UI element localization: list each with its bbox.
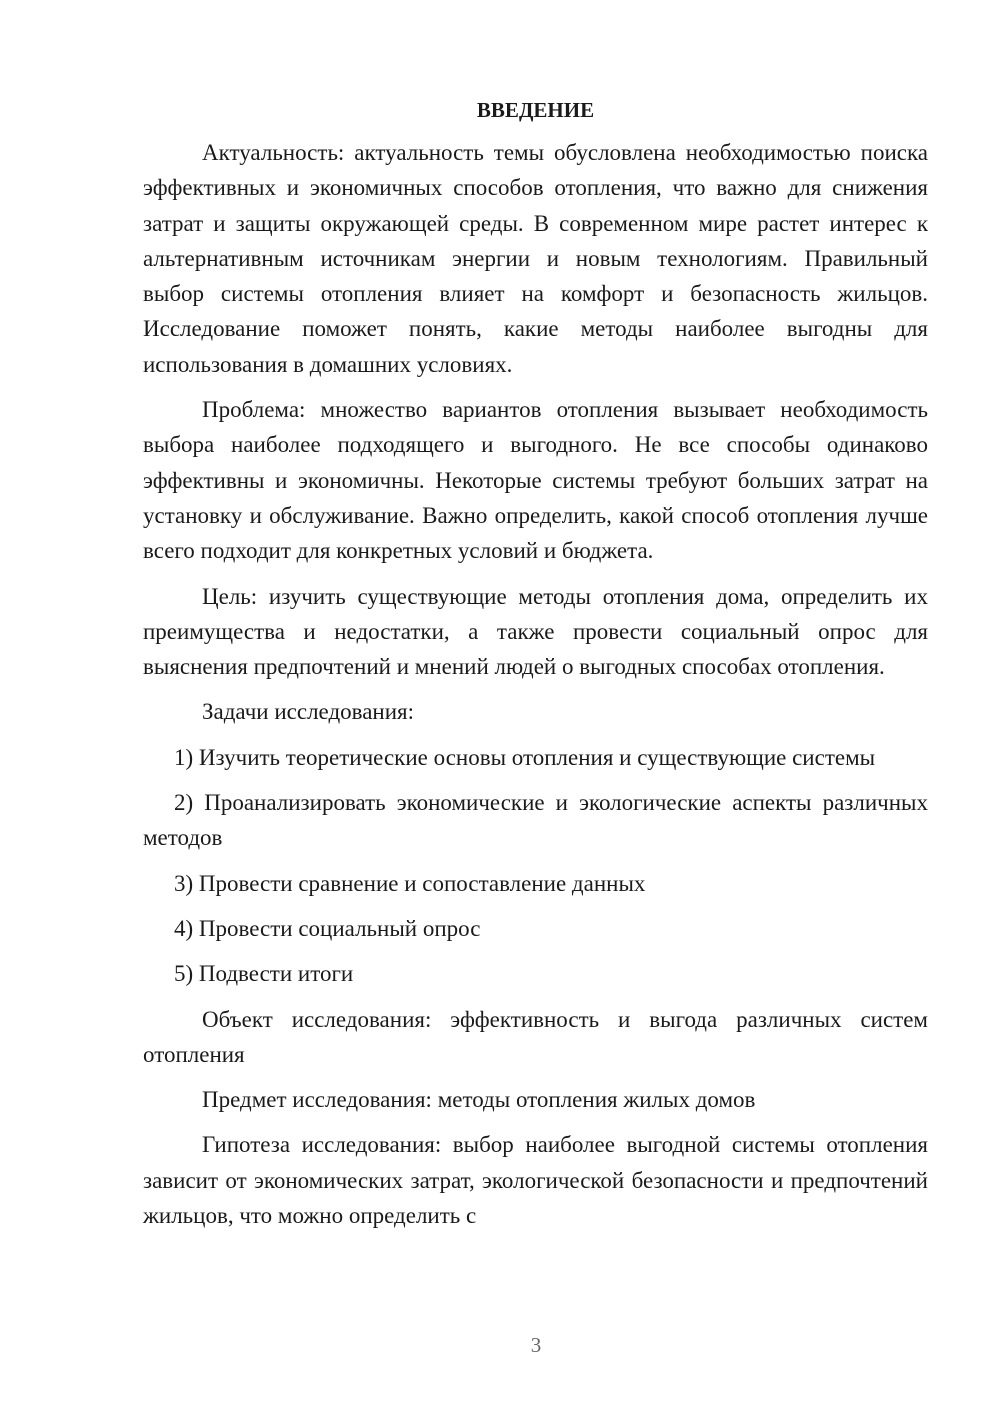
page-number: 3 <box>530 1333 542 1357</box>
relevance-paragraph: Актуальность: актуальность темы обусловлена необходимостью поиска эффективных и экономичных способов отопления, что важно для снижения затрат и защиты окружающей среды. В современном мире растет интерес к альтернативным источникам энергии и новым технологиям. Правильный выбор системы отопления влияет на комфорт и безопасность жильцов. Исследование поможет понять, какие методы наиболее выгодны для использования в домашних условиях. <box>143 140 928 377</box>
task-item-3: 3) Провести сравнение и сопоставление данных <box>174 870 646 896</box>
problem-paragraph: Проблема: множество вариантов отопления вызывает необходимость выбора наиболее подходящего и выгодного. Не все способы одинаково эффективны и экономичны. Некоторые системы требуют больших затрат на установку и обслуживание. Важно определить, какой способ отопления лучше всего подходит для конкретных условий и бюджета. <box>143 397 928 564</box>
tasks-heading: Задачи исследования: <box>202 699 415 725</box>
task-item-2: 2) Проанализировать экономические и экологические аспекты различных методов <box>143 790 928 851</box>
goal-paragraph: Цель: изучить существующие методы отопления дома, определить их преимущества и недостатки, а также провести социальный опрос для выяснения предпочтений и мнений людей о выгодных способах отопления. <box>143 583 928 680</box>
task-item-5: 5) Подвести итоги <box>174 961 354 987</box>
document-body <box>143 93 928 1233</box>
object-paragraph: Объект исследования: эффективность и выгода различных систем отопления <box>143 1006 928 1067</box>
task-item-1: 1) Изучить теоретические основы отопления и существующие системы <box>174 744 876 770</box>
hypothesis-paragraph: Гипотеза исследования: выбор наиболее выгодной системы отопления зависит от экономических затрат, экологической безопасности и предпочтений жильцов, что можно определить с <box>143 1132 928 1229</box>
task-item-4: 4) Провести социальный опрос <box>174 915 481 941</box>
subject-paragraph: Предмет исследования: методы отопления жилых домов <box>202 1087 756 1113</box>
section-title: ВВЕДЕНИЕ <box>476 98 595 122</box>
